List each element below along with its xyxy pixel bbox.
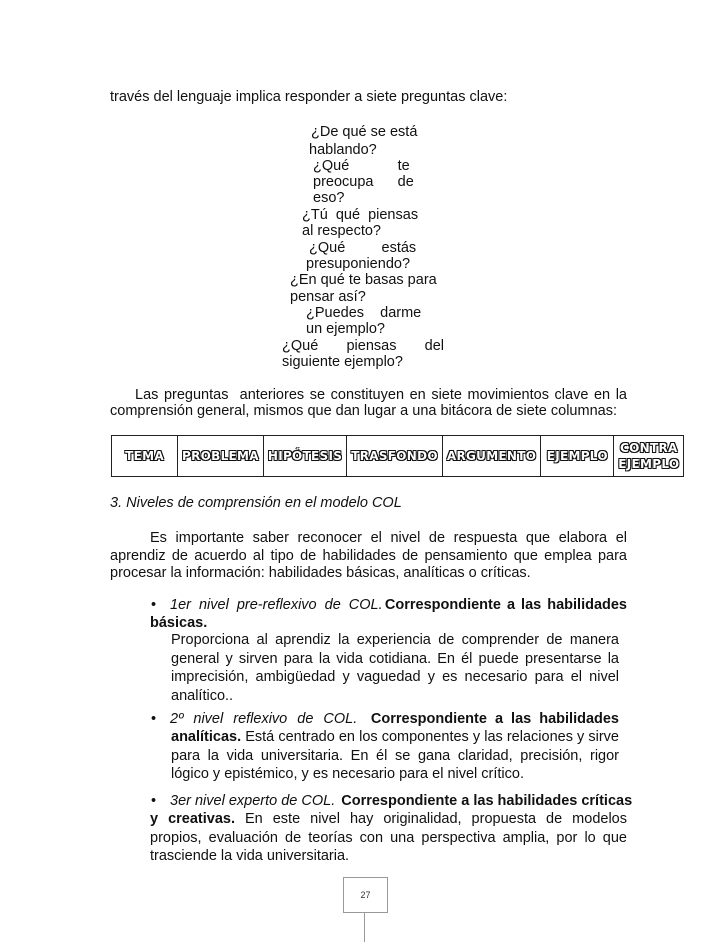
question-line: ¿Qué piensas del — [282, 338, 444, 354]
level3-body-text: En este nivel hay originalidad, propuesta de modelos propios, evaluación de teorías con una perspectiva amplia, por lo que trasciende la vida universitaria. — [150, 811, 627, 864]
bullet: • — [151, 711, 157, 727]
level3-bold: Correspondiente a las habilidades críticas — [341, 793, 633, 809]
table-cell-argumento: ARGUMENTO — [442, 436, 540, 477]
question-line: un ejemplo? — [306, 321, 385, 337]
question-line: pensar así? — [290, 289, 366, 305]
question-line: ¿Qué estás — [309, 240, 417, 256]
bullet: • — [151, 597, 157, 613]
level3-body — [150, 810, 627, 866]
level1-bold-cont: básicas. — [150, 615, 208, 631]
question-line: al respecto? — [302, 223, 381, 239]
page-number: 27 — [343, 877, 388, 913]
level2-body-text: Está centrado en los componentes y las relaciones y sirve para la vida universitaria. En él se gana claridad, precisión, rigor lógico y epistémico, y es necesario para el nivel crítico. — [171, 729, 620, 782]
question-line: hablando? — [309, 142, 377, 158]
paragraph-levels-line1: Es importante saber reconocer el nivel de respuesta que elabora el — [150, 530, 627, 546]
question-line: presuponiendo? — [306, 256, 411, 272]
paragraph-levels-line3: procesar la información: habilidades básicas, analíticas o críticas. — [110, 565, 531, 581]
table-cell-hipotesis: HIPÓTESIS — [263, 436, 346, 477]
level2-body — [171, 728, 619, 784]
table-cell-contraejemplo: CONTRA EJEMPLO — [614, 436, 684, 477]
level2-bold: Correspondiente a las habilidades — [370, 711, 619, 727]
level2-bold-cont: analíticas. — [171, 729, 242, 745]
bullet: • — [151, 793, 157, 809]
question-line: ¿De qué se está — [311, 124, 418, 140]
question-line: ¿En qué te basas para — [290, 272, 437, 288]
page-number-stem — [364, 912, 365, 942]
question-line: siguiente ejemplo? — [282, 354, 403, 370]
paragraph-movements-line2: comprensión general, mismos que dan lugar a una bitácora de siete columnas: — [110, 403, 617, 419]
table-row — [112, 436, 684, 477]
level3-bold-cont: y creativas. — [150, 811, 235, 827]
level2-heading — [170, 710, 619, 728]
level3-heading — [170, 792, 633, 810]
intro-line: través del lenguaje implica responder a siete preguntas clave: — [110, 89, 508, 105]
paragraph-levels-line2: aprendiz de acuerdo al tipo de habilidades de pensamiento que emplea para — [110, 548, 627, 564]
table-cell-ejemplo: EJEMPLO — [541, 436, 614, 477]
logbook-table — [111, 435, 684, 477]
question-line: eso? — [313, 190, 345, 206]
level1-title: 1er nivel pre-reflexivo de COL. — [170, 597, 383, 613]
question-line: preocupa de — [313, 174, 414, 190]
paragraph-movements-line1: Las preguntas anteriores se constituyen en siete movimientos clave en la — [135, 387, 627, 403]
question-line: ¿Puedes darme — [306, 305, 422, 321]
question-line: ¿Tú qué piensas — [302, 207, 419, 223]
level3-title: 3er nivel experto de COL. — [170, 793, 336, 809]
level1-heading — [170, 596, 627, 614]
level2-title: 2º nivel reflexivo de COL. — [170, 711, 358, 727]
table-cell-tema: TEMA — [112, 436, 178, 477]
question-line: ¿Qué te — [313, 158, 410, 174]
section-heading: 3. Niveles de comprensión en el modelo COL — [110, 495, 402, 511]
level1-body: Proporciona al aprendiz la experiencia de comprender de manera general y sirven para la vida cotidiana. En él puede presentarse la imprecisión, ambigüedad y vaguedad y es necesario para el nivel analítico.. — [171, 632, 619, 704]
level1-bold: Correspondiente a las habilidades — [384, 597, 627, 613]
table-cell-problema: PROBLEMA — [178, 436, 264, 477]
table-cell-trasfondo: TRASFONDO — [347, 436, 443, 477]
